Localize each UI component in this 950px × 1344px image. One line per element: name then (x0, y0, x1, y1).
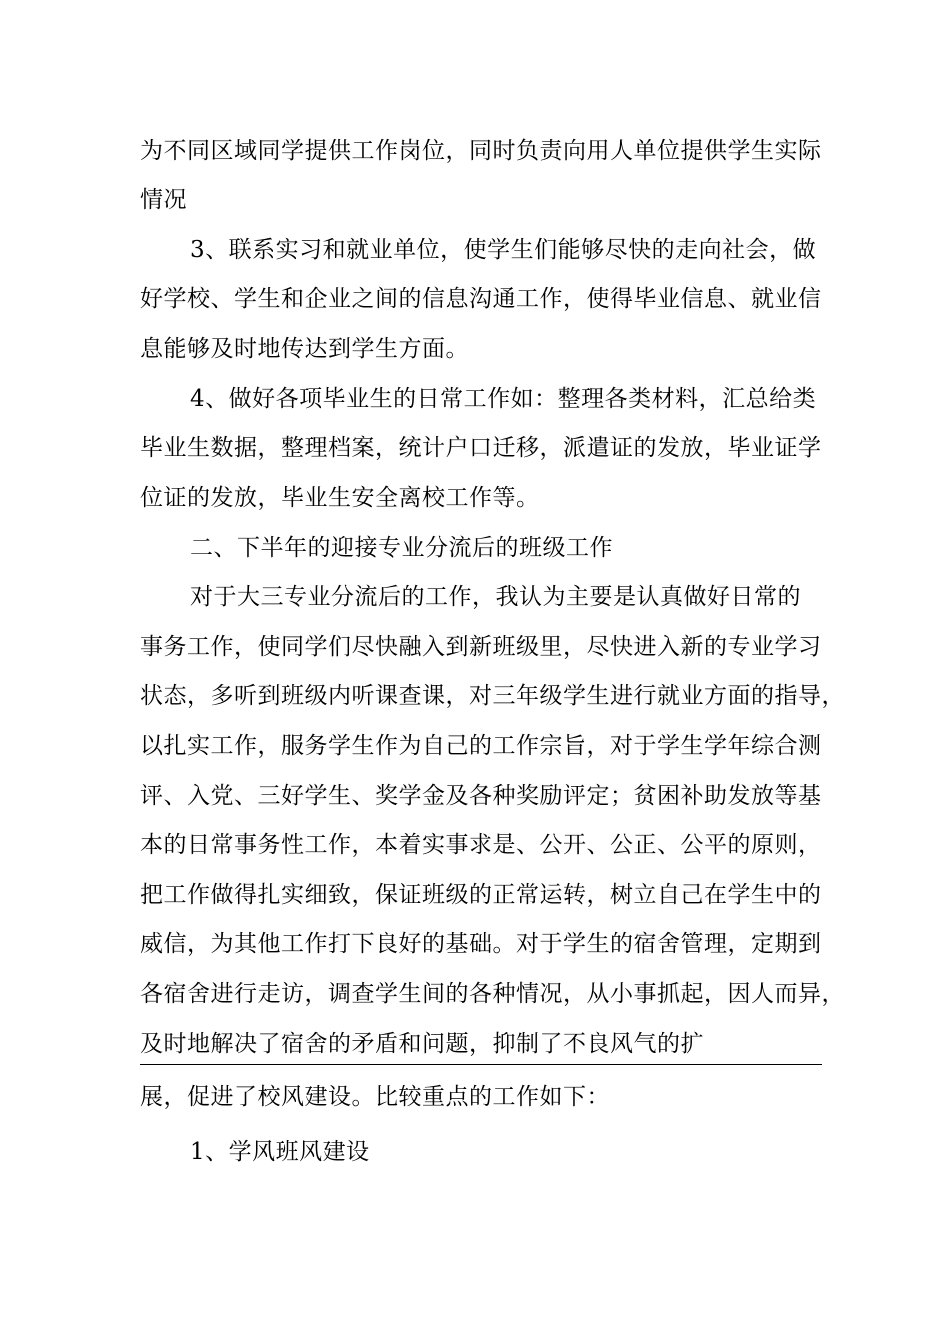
text-line-11: 事务工作，使同学们尽快融入到新班级里，尽快进入新的专业学习 (140, 634, 822, 660)
page-break-rule (140, 1064, 822, 1065)
text-line-1: 为不同区域同学提供工作岗位，同时负责向用人单位提供学生实际 (140, 138, 822, 164)
subsection-heading: 1、学风班风建设 (190, 1139, 370, 1165)
text-line-6: 4、做好各项毕业生的日常工作如：整理各类材料，汇总给类 (190, 386, 817, 412)
section-heading: 二、下半年的迎接专业分流后的班级工作 (190, 535, 613, 561)
text-line-14: 评、入党、三好学生、奖学金及各种奖励评定；贫困补助发放等基 (140, 783, 822, 809)
text-line-12: 状态，多听到班级内听课查课，对三年级学生进行就业方面的指导， (140, 683, 845, 709)
text-line-2: 情况 (140, 187, 187, 213)
text-line-18: 各宿舍进行走访，调查学生间的各种情况，从小事抓起，因人而异， (140, 981, 845, 1007)
text-line-7: 毕业生数据，整理档案，统计户口迁移，派遣证的发放，毕业证学 (140, 435, 822, 461)
text-line-15: 本的日常事务性工作，本着实事求是、公开、公正、公平的原则， (140, 832, 822, 858)
text-line-19: 及时地解决了宿舍的矛盾和问题，抑制了不良风气的扩 (140, 1031, 704, 1057)
text-line-5: 息能够及时地传达到学生方面。 (140, 336, 469, 362)
text-line-16: 把工作做得扎实细致，保证班级的正常运转，树立自己在学生中的 (140, 882, 822, 908)
text-line-10: 对于大三专业分流后的工作，我认为主要是认真做好日常的 (190, 584, 801, 610)
text-line-20: 展，促进了校风建设。比较重点的工作如下： (140, 1084, 610, 1110)
text-line-13: 以扎实工作，服务学生作为自己的工作宗旨，对于学生学年综合测 (140, 733, 822, 759)
text-line-17: 威信，为其他工作打下良好的基础。对于学生的宿舍管理，定期到 (140, 931, 822, 957)
text-line-3: 3、联系实习和就业单位，使学生们能够尽快的走向社会，做 (190, 237, 817, 263)
text-line-8: 位证的发放，毕业生安全离校工作等。 (140, 485, 540, 511)
text-line-4: 好学校、学生和企业之间的信息沟通工作，使得毕业信息、就业信 (140, 286, 822, 312)
